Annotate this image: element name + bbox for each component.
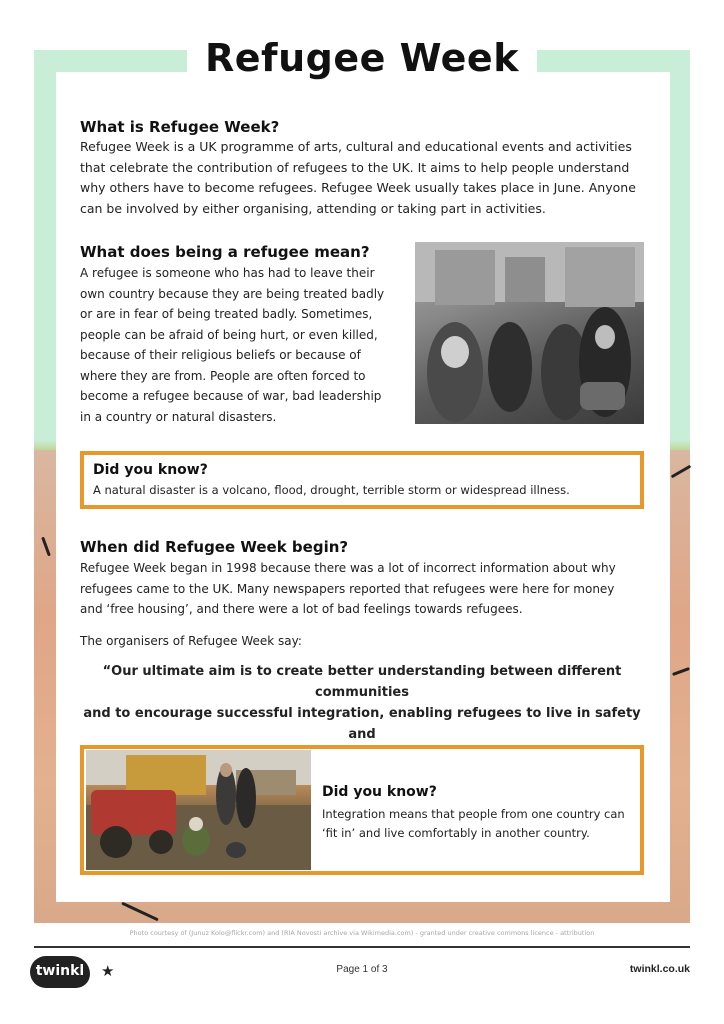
organisers-text: The organisers of Refugee Week say:: [80, 634, 302, 648]
text-line: or are in fear of being treated badly. Sometimes,: [80, 307, 373, 321]
did-you-know-text-2: [322, 805, 632, 843]
camp-photo-art: [86, 750, 311, 870]
text-line: because of their religious beliefs or because of: [80, 348, 361, 362]
text-line: where they are from. People are often forced to: [80, 368, 366, 383]
page-title: Refugee Week: [205, 36, 519, 80]
text-line: why others have to become refugees. Refugee Week usually takes place in June. Anyone: [80, 180, 636, 195]
refugees-photo-art: [415, 242, 644, 424]
site-link[interactable]: twinkl.co.uk: [629, 963, 690, 975]
did-you-know-heading-1: Did you know?: [93, 462, 208, 478]
section-refugee-mean-text: [80, 263, 410, 427]
section-what-is-text: [80, 137, 650, 219]
did-you-know-text-1: A natural disaster is a volcano, flood, drought, terrible storm or widespread illness.: [93, 483, 570, 497]
text-line: in a country or natural disasters.: [80, 409, 277, 424]
star-icon[interactable]: ★: [101, 962, 115, 980]
text-line: refugees came to the UK. Many newspapers reported that refugees were here for money: [80, 581, 615, 596]
text-line: Refugee Week began in 1998 because there was a lot of incorrect information about why: [80, 561, 616, 575]
quote-line: “Our ultimate aim is to create better understanding between different communities: [102, 664, 622, 700]
text-line: A refugee is someone who has had to leave their: [80, 266, 375, 280]
page-number: Page 1 of 3: [336, 964, 388, 975]
twinkl-logo[interactable]: twinkl: [30, 956, 90, 988]
section-heading-refugee-mean: What does being a refugee mean?: [80, 243, 370, 261]
text-line: become a refugee because of war, bad leadership: [80, 389, 382, 403]
text-line: own country because they are being treated badly: [80, 286, 385, 301]
text-line: Refugee Week is a UK programme of arts, cultural and educational events and activities: [80, 139, 632, 154]
did-you-know-heading-2: Did you know?: [322, 784, 437, 800]
text-line: Integration means that people from one country can: [322, 807, 625, 821]
text-line: ‘fit in’ and live comfortably in another country.: [322, 826, 590, 840]
photo-credit: Photo courtesy of (Junuz Kolo@flickr.com) and (RIA Novosti archive via Wikimedia.com) - granted under creative commons licence - attribution: [129, 929, 595, 937]
text-line: and ‘free housing’, and there were a lot of bad feelings towards refugees.: [80, 602, 523, 616]
quote-line: and to encourage successful integration, enabling refugees to live in safety and: [83, 706, 641, 742]
camp-photo: [86, 750, 311, 870]
text-line: that celebrate the contribution of refugees to the UK. It aims to help people understand: [80, 159, 630, 175]
footer-divider: [34, 946, 690, 948]
refugees-photo: [415, 242, 644, 424]
section-heading-what-is: What is Refugee Week?: [80, 118, 280, 136]
text-line: can be involved by either organising, attending or taking part in activities.: [80, 200, 546, 216]
section-when-begin-text: [80, 558, 655, 620]
text-line: people can be afraid of being hurt, or even killed,: [80, 327, 378, 342]
section-heading-when-begin: When did Refugee Week begin?: [80, 538, 349, 556]
